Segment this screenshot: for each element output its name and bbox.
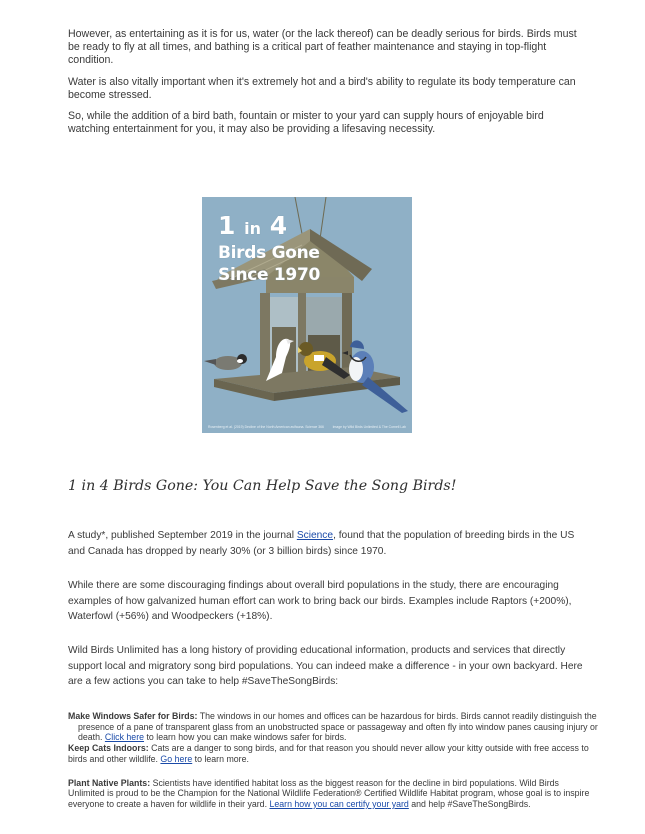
intro-section	[68, 28, 588, 144]
birds-gone-poster	[202, 197, 412, 433]
study-paragraph: A study*, published September 2019 in the journal Science, found that the population of breeding birds in the US and Canada has dropped by nearly 30% (or 3 billion birds) since 1970.	[68, 530, 575, 557]
poster-headline	[218, 213, 320, 286]
history-paragraph: Wild Birds Unlimited has a long history of providing educational information, products and services that directly support local and migratory song bird populations. You can indeed make a difference - in your own backyard. Here are a few actions you can take to help #SaveTheSongBirds:	[68, 645, 583, 687]
certify-yard-link[interactable]: Learn how you can certify your yard	[269, 798, 409, 809]
findings-paragraph: While there are some discouraging findings about overall bird populations in the study, there are encouraging examples of how galvanized human effort can work to bring back our birds. Examples include Raptors (+200%), Waterfowl (+56%) and Woodpeckers (+18%).	[68, 580, 572, 622]
tip-native-plants: Plant Native Plants: Scientists have identified habitat loss as the biggest reason for the decline in bird populations. Wild Birds Unlimited is proud to be the Champion for the National Wildlife Federation® Certified Wildlife Habitat program, whose goal is to inspire everyone to create a haven for wildlife in their yard. Learn how you can certify your yard and help #SaveTheSongBirds.	[68, 777, 590, 809]
poster-headline-line-3: Since 1970	[218, 265, 321, 285]
poster-credit: Image by Wild Birds Unlimited & The Cornell Lab	[332, 425, 406, 429]
poster-headline-line-2: Birds Gone	[218, 243, 320, 263]
intro-paragraph-3: So, while the addition of a bird bath, fountain or mister to your yard can supply hours of enjoyable bird watching entertainment for you, it may also be providing a lifesaving necessity.	[68, 110, 544, 136]
tip-cats: Keep Cats Indoors: Cats are a danger to song birds, and for that reason you should never allow your kitty outside with free access to birds and other wildlife. Go here to learn more.	[68, 743, 589, 764]
windows-click-here-link[interactable]: Click here	[104, 732, 145, 743]
poster-footer	[208, 425, 406, 429]
cats-go-here-link[interactable]: Go here	[160, 753, 193, 764]
poster-citation: Rosenberg et al. (2019) Decline of the North American avifauna. Science 366	[208, 425, 324, 429]
tips-list	[68, 711, 598, 810]
intro-paragraph-1: However, as entertaining as it is for us, water (or the lack thereof) can be deadly serious for birds. Birds must be ready to fly at all times, and bathing is a critical part of feather maintenance and staying in top-flight condition.	[68, 28, 577, 67]
page-heading: 1 in 4 Birds Gone: You Can Help Save the Song Birds!	[68, 478, 457, 494]
poster-headline-line-1: 1 in 4	[218, 211, 288, 240]
tip-windows: Make Windows Safer for Birds: The windows in our homes and offices can be hazardous for birds. Birds cannot readily distinguish the presence of a pane of transparent glass from an unobstructed space or passageway and often fly into window panes causing injury or death. Click here to learn how you can make windows safer for birds.	[68, 711, 598, 743]
science-journal-link[interactable]: Science	[296, 530, 334, 541]
intro-paragraph-2: Water is also vitally important when it's extremely hot and a bird's ability to regulate its body temperature can become stressed.	[68, 75, 576, 101]
